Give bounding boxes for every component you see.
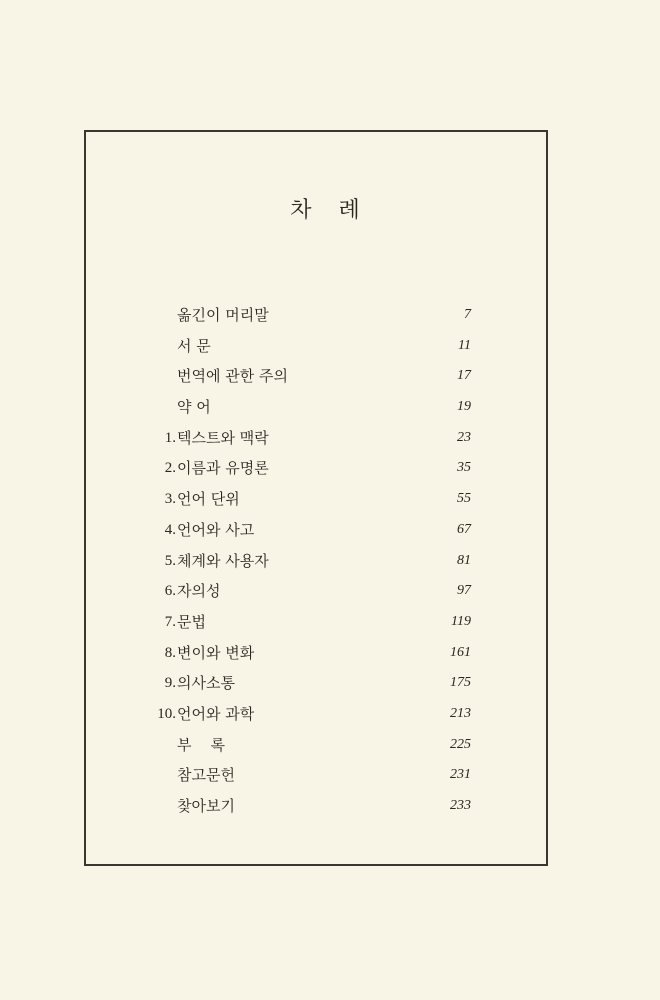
toc-entry-title: 의사소통 [177,674,235,693]
toc-entry-page: 67 [457,521,471,537]
toc-entry-page: 161 [450,644,471,660]
toc-entry-title: 문법 [177,612,206,631]
toc-entry [0,361,660,392]
toc-entry [0,453,660,484]
toc-entry-page: 11 [458,337,471,353]
toc-entry [0,576,660,607]
toc-entry-title: 언어 단위 [177,490,240,509]
toc-entry-page: 233 [450,798,471,813]
toc-entry-title: 서 문 [177,336,211,355]
toc-entry-page: 225 [450,736,471,752]
toc-entry-title: 자의성 [177,582,221,601]
toc-entry [0,300,660,331]
page-title: 차 례 [290,197,370,223]
toc-entry-number: 4. [164,521,176,538]
toc-entry [0,699,660,730]
toc-entry-number: 1. [164,429,176,446]
toc-entry-number: 10. [157,705,176,722]
toc-entry [0,668,660,699]
toc-entry-number: 8. [164,644,176,661]
toc-entry-title: 체계와 사용자 [177,551,269,570]
table-of-contents [0,300,660,822]
toc-entry-page: 55 [457,491,471,507]
toc-entry-page: 23 [457,429,471,445]
toc-entry-page: 19 [457,399,471,415]
toc-entry [0,484,660,515]
toc-entry-number: 2. [164,460,176,477]
toc-entry [0,423,660,454]
toc-entry-page: 35 [457,460,471,476]
toc-entry-title: 언어와 과학 [177,704,255,723]
toc-entry-page: 213 [450,705,471,721]
toc-entry [0,638,660,669]
toc-entry-title: 부 록 [177,735,226,754]
toc-entry-page: 7 [464,307,471,322]
toc-entry-number: 6. [164,583,176,600]
toc-entry-title: 옮긴이 머리말 [177,306,269,324]
toc-entry [0,392,660,423]
toc-entry-page: 17 [457,368,471,384]
toc-entry [0,730,660,761]
toc-entry-title: 찾아보기 [177,797,235,815]
toc-entry-page: 231 [450,767,471,783]
toc-entry-page: 81 [457,552,471,568]
toc-entry-number: 7. [164,613,176,630]
toc-entry-title: 약 어 [177,398,211,417]
toc-entry [0,515,660,546]
toc-entry-title: 번역에 관한 주의 [177,367,288,386]
toc-entry [0,331,660,362]
toc-entry-title: 변이와 변화 [177,643,255,662]
toc-entry-number: 5. [164,552,176,569]
toc-entry-title: 텍스트와 맥락 [177,428,269,447]
toc-entry-title: 언어와 사고 [177,520,255,539]
toc-entry-title: 참고문헌 [177,766,235,785]
toc-entry [0,546,660,577]
toc-entry-title: 이름과 유명론 [177,459,269,478]
toc-entry [0,607,660,638]
toc-entry-number: 9. [164,675,176,692]
toc-entry-page: 175 [450,675,471,691]
toc-entry-number: 3. [164,491,176,508]
toc-entry-page: 119 [451,613,471,629]
toc-entry [0,760,660,791]
toc-entry [0,791,660,822]
toc-entry-page: 97 [457,583,471,599]
